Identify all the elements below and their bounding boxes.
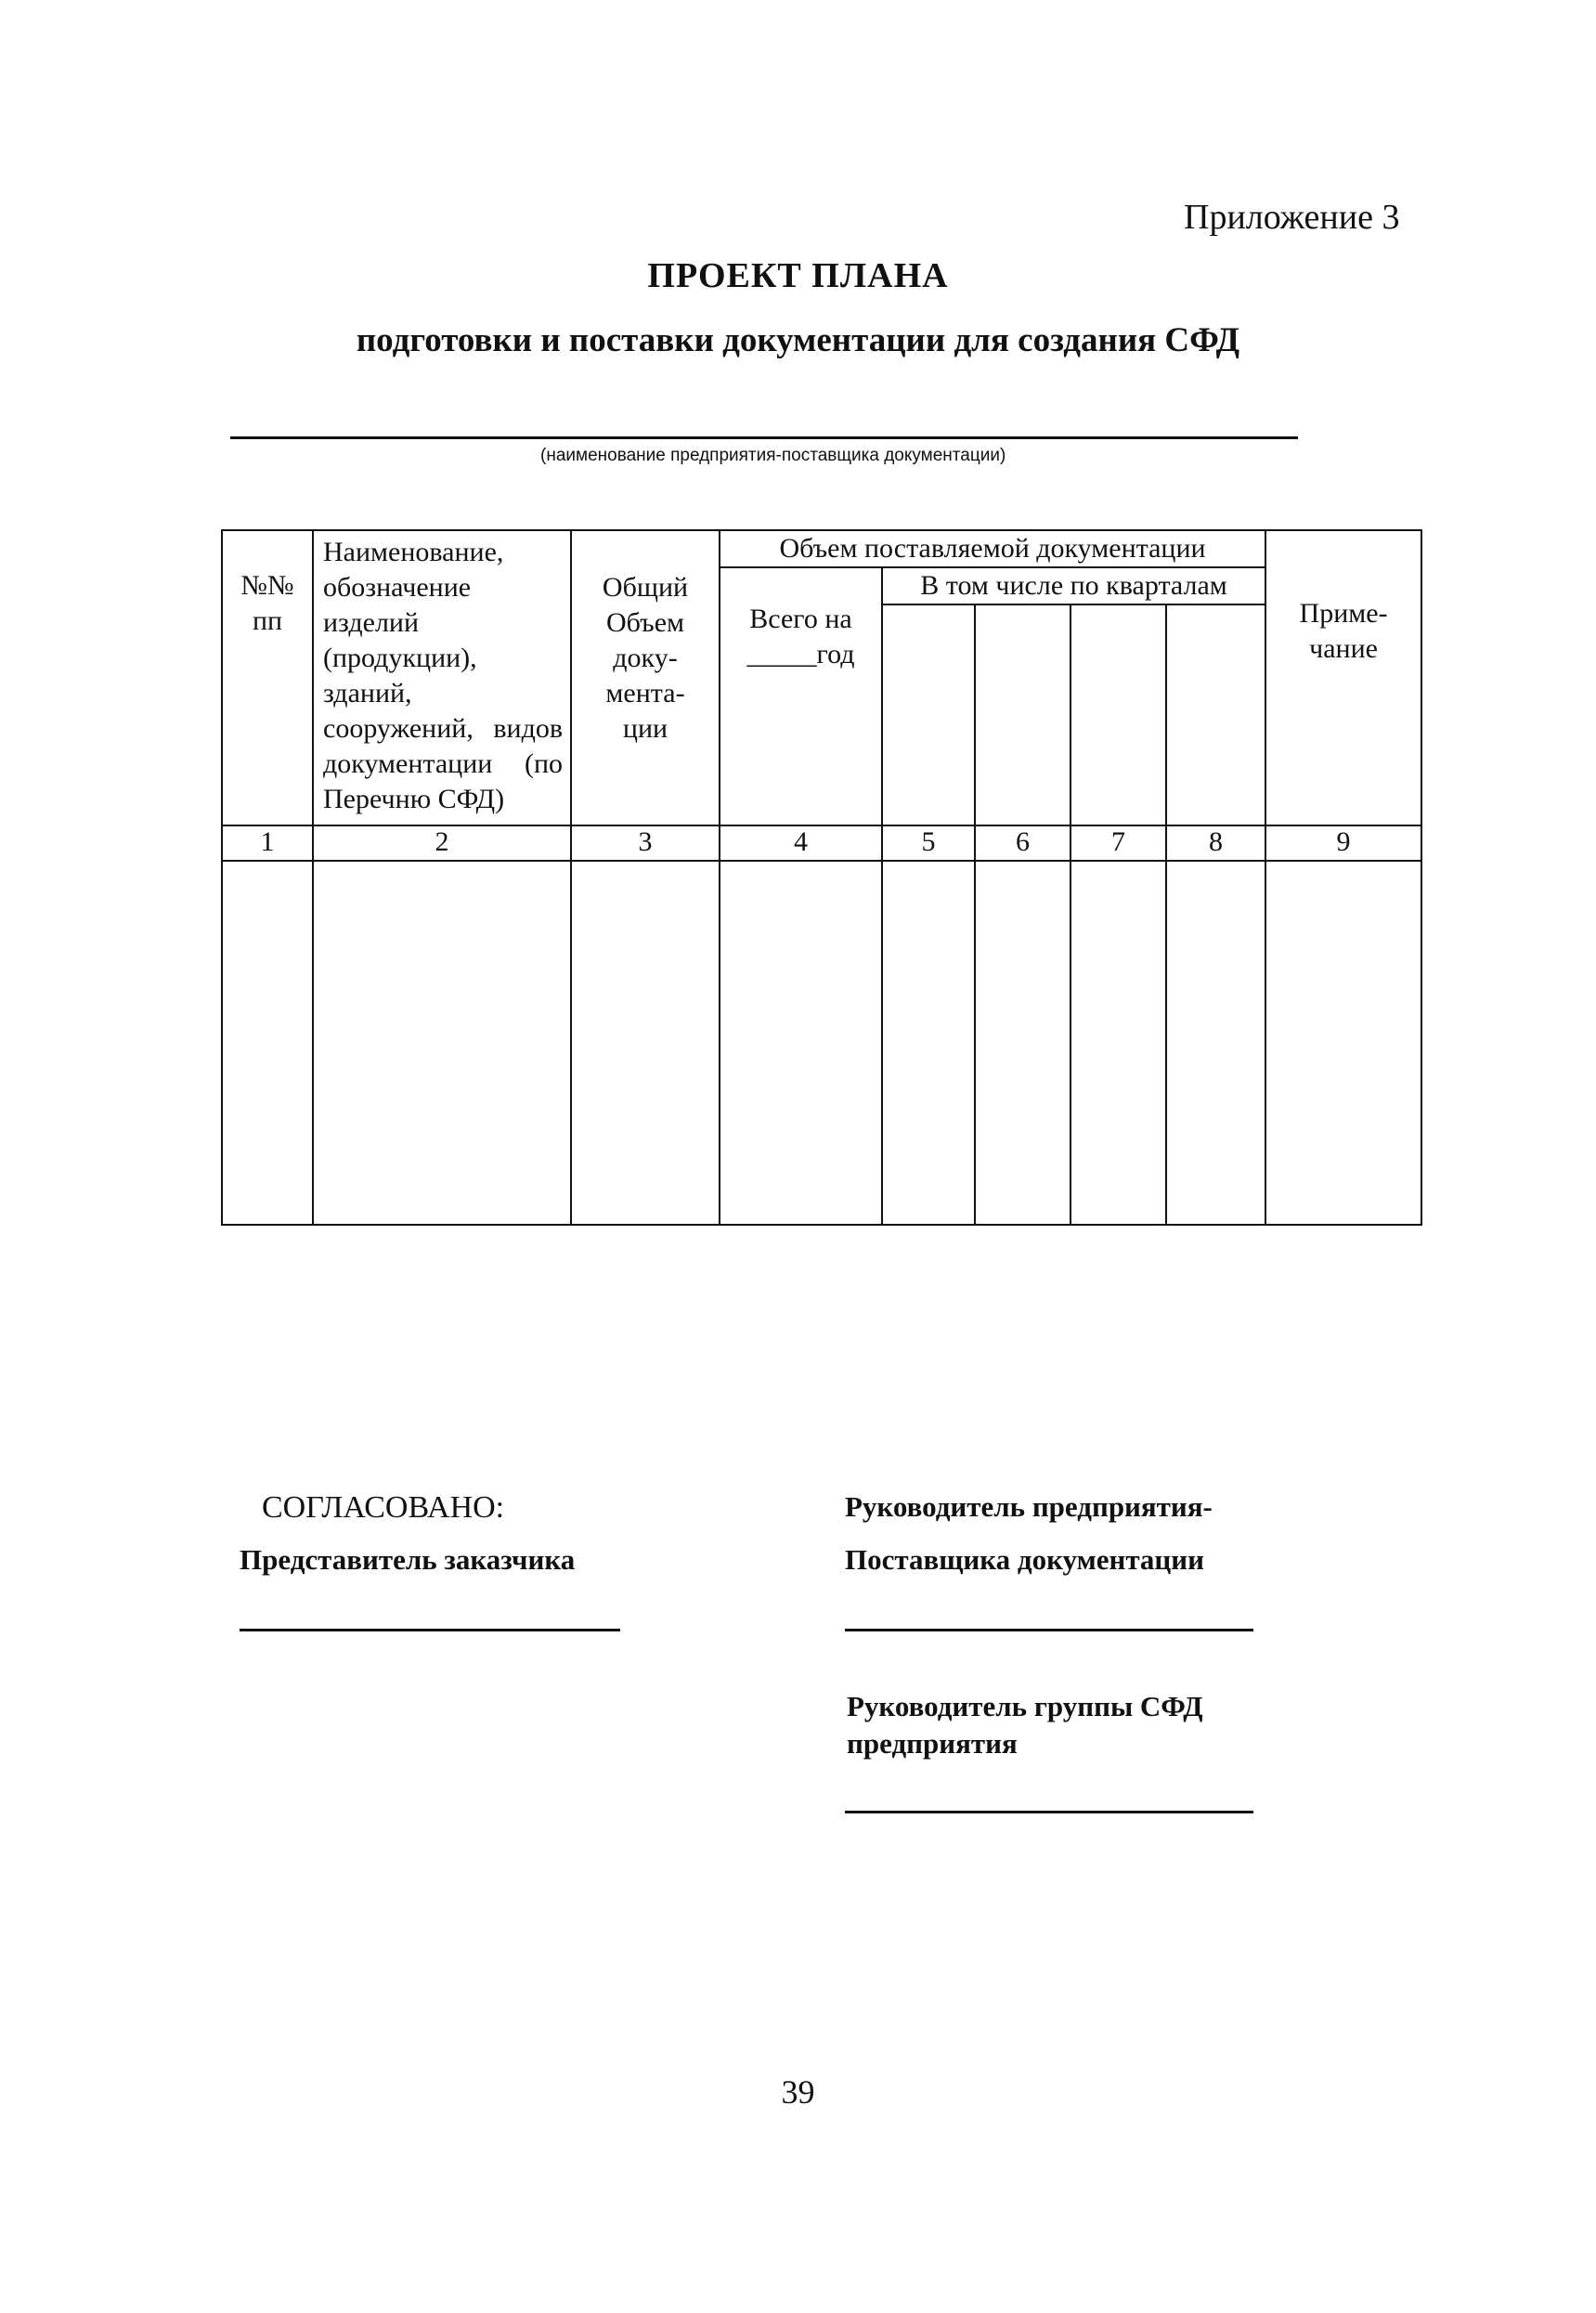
header-col-number: №№ пп [222,530,313,825]
supplier-head-label-1: Руководитель предприятия- [845,1490,1213,1523]
table-cell [571,861,720,1225]
header-quarter-2 [975,604,1070,825]
table-row [222,861,1421,1225]
appendix-label: Приложение 3 [1184,198,1400,237]
header-quarter-4 [1166,604,1265,825]
group-head-label-1: Руководитель группы СФД [847,1690,1203,1722]
header-col-note: Приме- чание [1265,530,1421,825]
table-cell [1166,861,1265,1225]
customer-signature-line [240,1629,620,1631]
col-num-6: 6 [975,825,1070,861]
col-num-4: 4 [720,825,882,861]
group-head-label-2: предприятия [847,1727,1018,1760]
supplier-name-line [230,436,1298,439]
supplier-head-signature-line [845,1629,1253,1631]
col-num-3: 3 [571,825,720,861]
col-num-8: 8 [1166,825,1265,861]
page-number: 39 [781,2073,815,2111]
document-title: ПРОЕКТ ПЛАНА [647,256,949,295]
header-volume-group: Объем поставляемой документации [720,530,1265,567]
table-cell [975,861,1070,1225]
col-num-5: 5 [882,825,975,861]
supplier-caption: (наименование предприятия-поставщика документации) [540,446,1006,465]
col-num-7: 7 [1070,825,1166,861]
agreed-label: СОГЛАСОВАНО: [262,1490,505,1525]
document-subtitle: подготовки и поставки документации для создания СФД [356,321,1240,359]
plan-table [221,529,1422,1226]
header-col-total: Общий Объем доку- мента- ции [571,530,720,825]
table-cell [882,861,975,1225]
col-num-2: 2 [313,825,571,861]
table-cell [1265,861,1421,1225]
header-quarters: В том числе по кварталам [882,567,1265,604]
col-num-1: 1 [222,825,313,861]
header-col-name: Наименование, обозначение изделий (продукции), зданий, сооружений, видов документации (по Перечню СФД) [313,530,571,825]
table-cell [1070,861,1166,1225]
table-cell [313,861,571,1225]
header-col-year: Всего на _____год [720,567,882,825]
header-quarter-1 [882,604,975,825]
table-cell [222,861,313,1225]
header-quarter-3 [1070,604,1166,825]
supplier-head-label-2: Поставщика документации [845,1543,1205,1576]
table-cell [720,861,882,1225]
customer-rep-label: Представитель заказчика [240,1543,576,1576]
column-numbers-row [222,825,1421,861]
col-num-9: 9 [1265,825,1421,861]
group-head-signature-line [845,1811,1253,1813]
